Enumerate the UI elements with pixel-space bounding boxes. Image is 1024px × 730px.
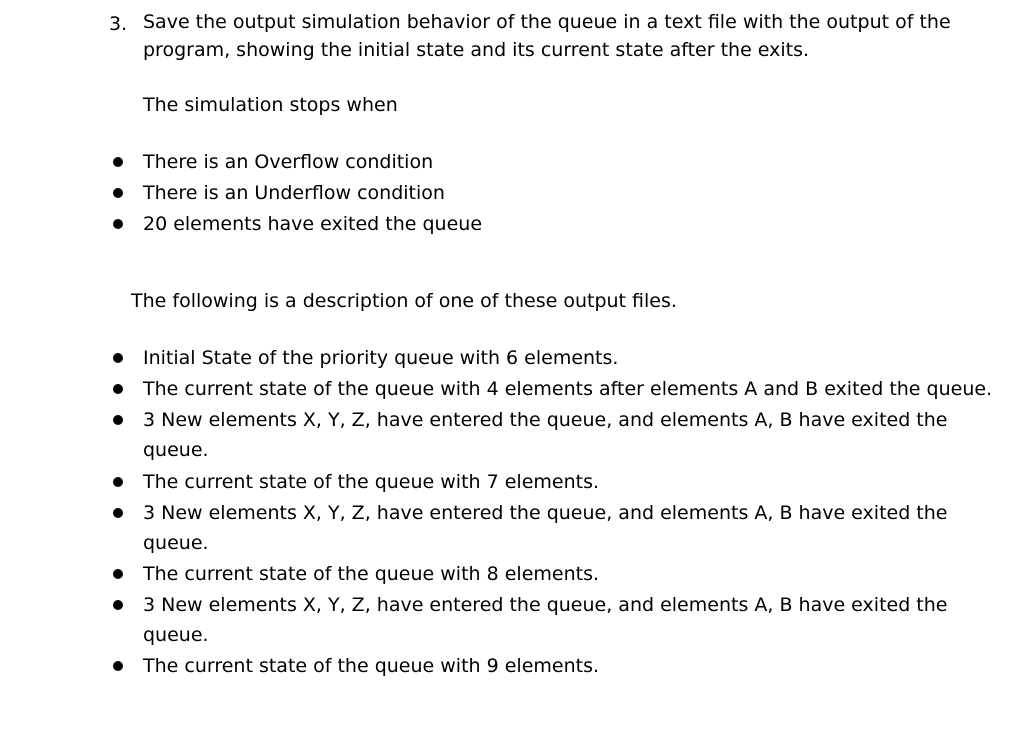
description-item-continuation: queue.: [143, 439, 209, 461]
bullet-icon: [113, 188, 123, 198]
description-item: 3 New elements X, Y, Z, have entered the queue, and elements A, B have exited the: [143, 409, 948, 431]
description-item: The current state of the queue with 7 elements.: [143, 471, 600, 493]
description-intro: The following is a description of one of these output files.: [131, 290, 677, 312]
description-item: 3 New elements X, Y, Z, have entered the queue, and elements A, B have exited the: [143, 594, 948, 616]
description-item: Initial State of the priority queue with 6 elements.: [143, 347, 619, 369]
description-item: 3 New elements X, Y, Z, have entered the queue, and elements A, B have exited the: [143, 502, 948, 524]
description-item-continuation: queue.: [143, 624, 209, 646]
bullet-icon: [113, 508, 123, 518]
description-item: The current state of the queue with 4 elements after elements A and B exited the queue.: [143, 378, 993, 400]
bullet-icon: [113, 353, 123, 363]
bullet-icon: [113, 600, 123, 610]
bullet-icon: [113, 477, 123, 487]
list-number: 3.: [109, 13, 128, 35]
bullet-icon: [113, 415, 123, 425]
description-item: The current state of the queue with 9 elements.: [143, 655, 600, 677]
bullet-icon: [113, 569, 123, 579]
stop-condition-item: 20 elements have exited the queue: [143, 213, 483, 235]
description-item: The current state of the queue with 8 elements.: [143, 563, 600, 585]
stops-intro: The simulation stops when: [143, 94, 398, 116]
bullet-icon: [113, 157, 123, 167]
bullet-icon: [113, 661, 123, 671]
stop-condition-item: There is an Underflow condition: [143, 182, 445, 204]
item3-text-line2: program, showing the initial state and its current state after the exits.: [143, 39, 810, 61]
description-item-continuation: queue.: [143, 532, 209, 554]
bullet-icon: [113, 219, 123, 229]
stop-condition-item: There is an Overflow condition: [143, 151, 434, 173]
bullet-icon: [113, 384, 123, 394]
item3-text-line1: Save the output simulation behavior of the queue in a text file with the output of the: [143, 11, 951, 33]
